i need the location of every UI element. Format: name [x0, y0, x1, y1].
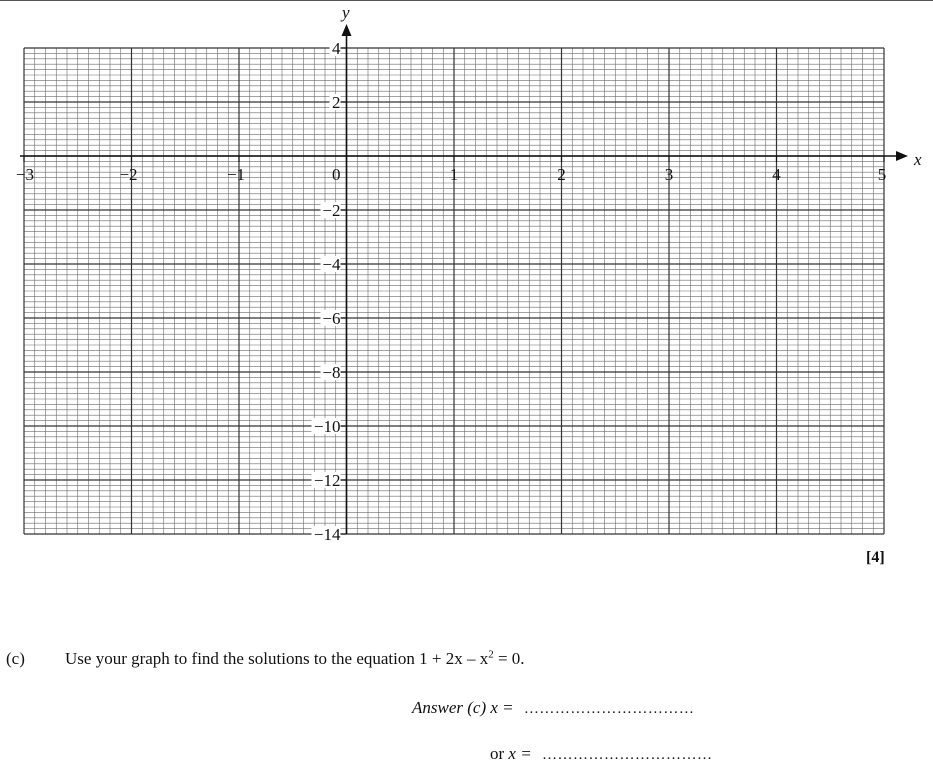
x-tick-label: 0: [332, 165, 341, 184]
y-axis-label: y: [342, 3, 350, 22]
x-tick-label: 2: [557, 165, 566, 184]
question-text: Use your graph to find the solutions to the equation: [65, 649, 420, 668]
answer-line-1[interactable]: [412, 698, 694, 718]
y-tick-label: −6: [322, 309, 341, 328]
x-tick-label: 5: [877, 165, 887, 184]
x-tick-label: 4: [772, 165, 781, 184]
x-tick-label: −2: [119, 165, 138, 184]
answer-label: Answer (c): [412, 698, 491, 717]
x-tick-label: 3: [664, 165, 674, 184]
y-tick-label: −8: [322, 363, 341, 382]
part-label: (c): [6, 649, 25, 668]
x-tick-label: 1: [449, 165, 459, 184]
y-tick-label: −14: [313, 525, 341, 544]
answer-or-label: or: [490, 744, 509, 763]
y-tick-label: 2: [332, 93, 341, 112]
y-tick-label: −12: [313, 471, 341, 490]
answer-variable-2: x =: [508, 744, 536, 763]
y-tick-label: −10: [313, 417, 341, 436]
x-axis-arrow-icon: [896, 151, 908, 161]
y-tick-labels: [312, 39, 347, 544]
equation-main: 1 + 2x – x: [419, 649, 489, 668]
x-tick-label: −1: [226, 165, 246, 184]
answer-line-2[interactable]: [490, 744, 712, 764]
x-tick-label: −3: [15, 165, 34, 184]
y-tick-label: 4: [332, 39, 341, 58]
equation-exponent: 2: [488, 648, 494, 661]
y-axis-arrow-icon: [342, 24, 352, 36]
answer-blank-2[interactable]: ……………………………: [541, 747, 713, 763]
answer-variable-1: x =: [490, 698, 518, 717]
answer-blank-1[interactable]: ……………………………: [523, 701, 695, 717]
y-tick-label: −4: [322, 255, 341, 274]
part-c-question: [6, 649, 525, 669]
marks-label: [4]: [866, 549, 885, 566]
x-axis-label: x: [914, 150, 922, 169]
equation-end: = 0.: [493, 649, 525, 668]
y-tick-label: −2: [322, 201, 341, 220]
x-tick-labels: [16, 156, 886, 184]
